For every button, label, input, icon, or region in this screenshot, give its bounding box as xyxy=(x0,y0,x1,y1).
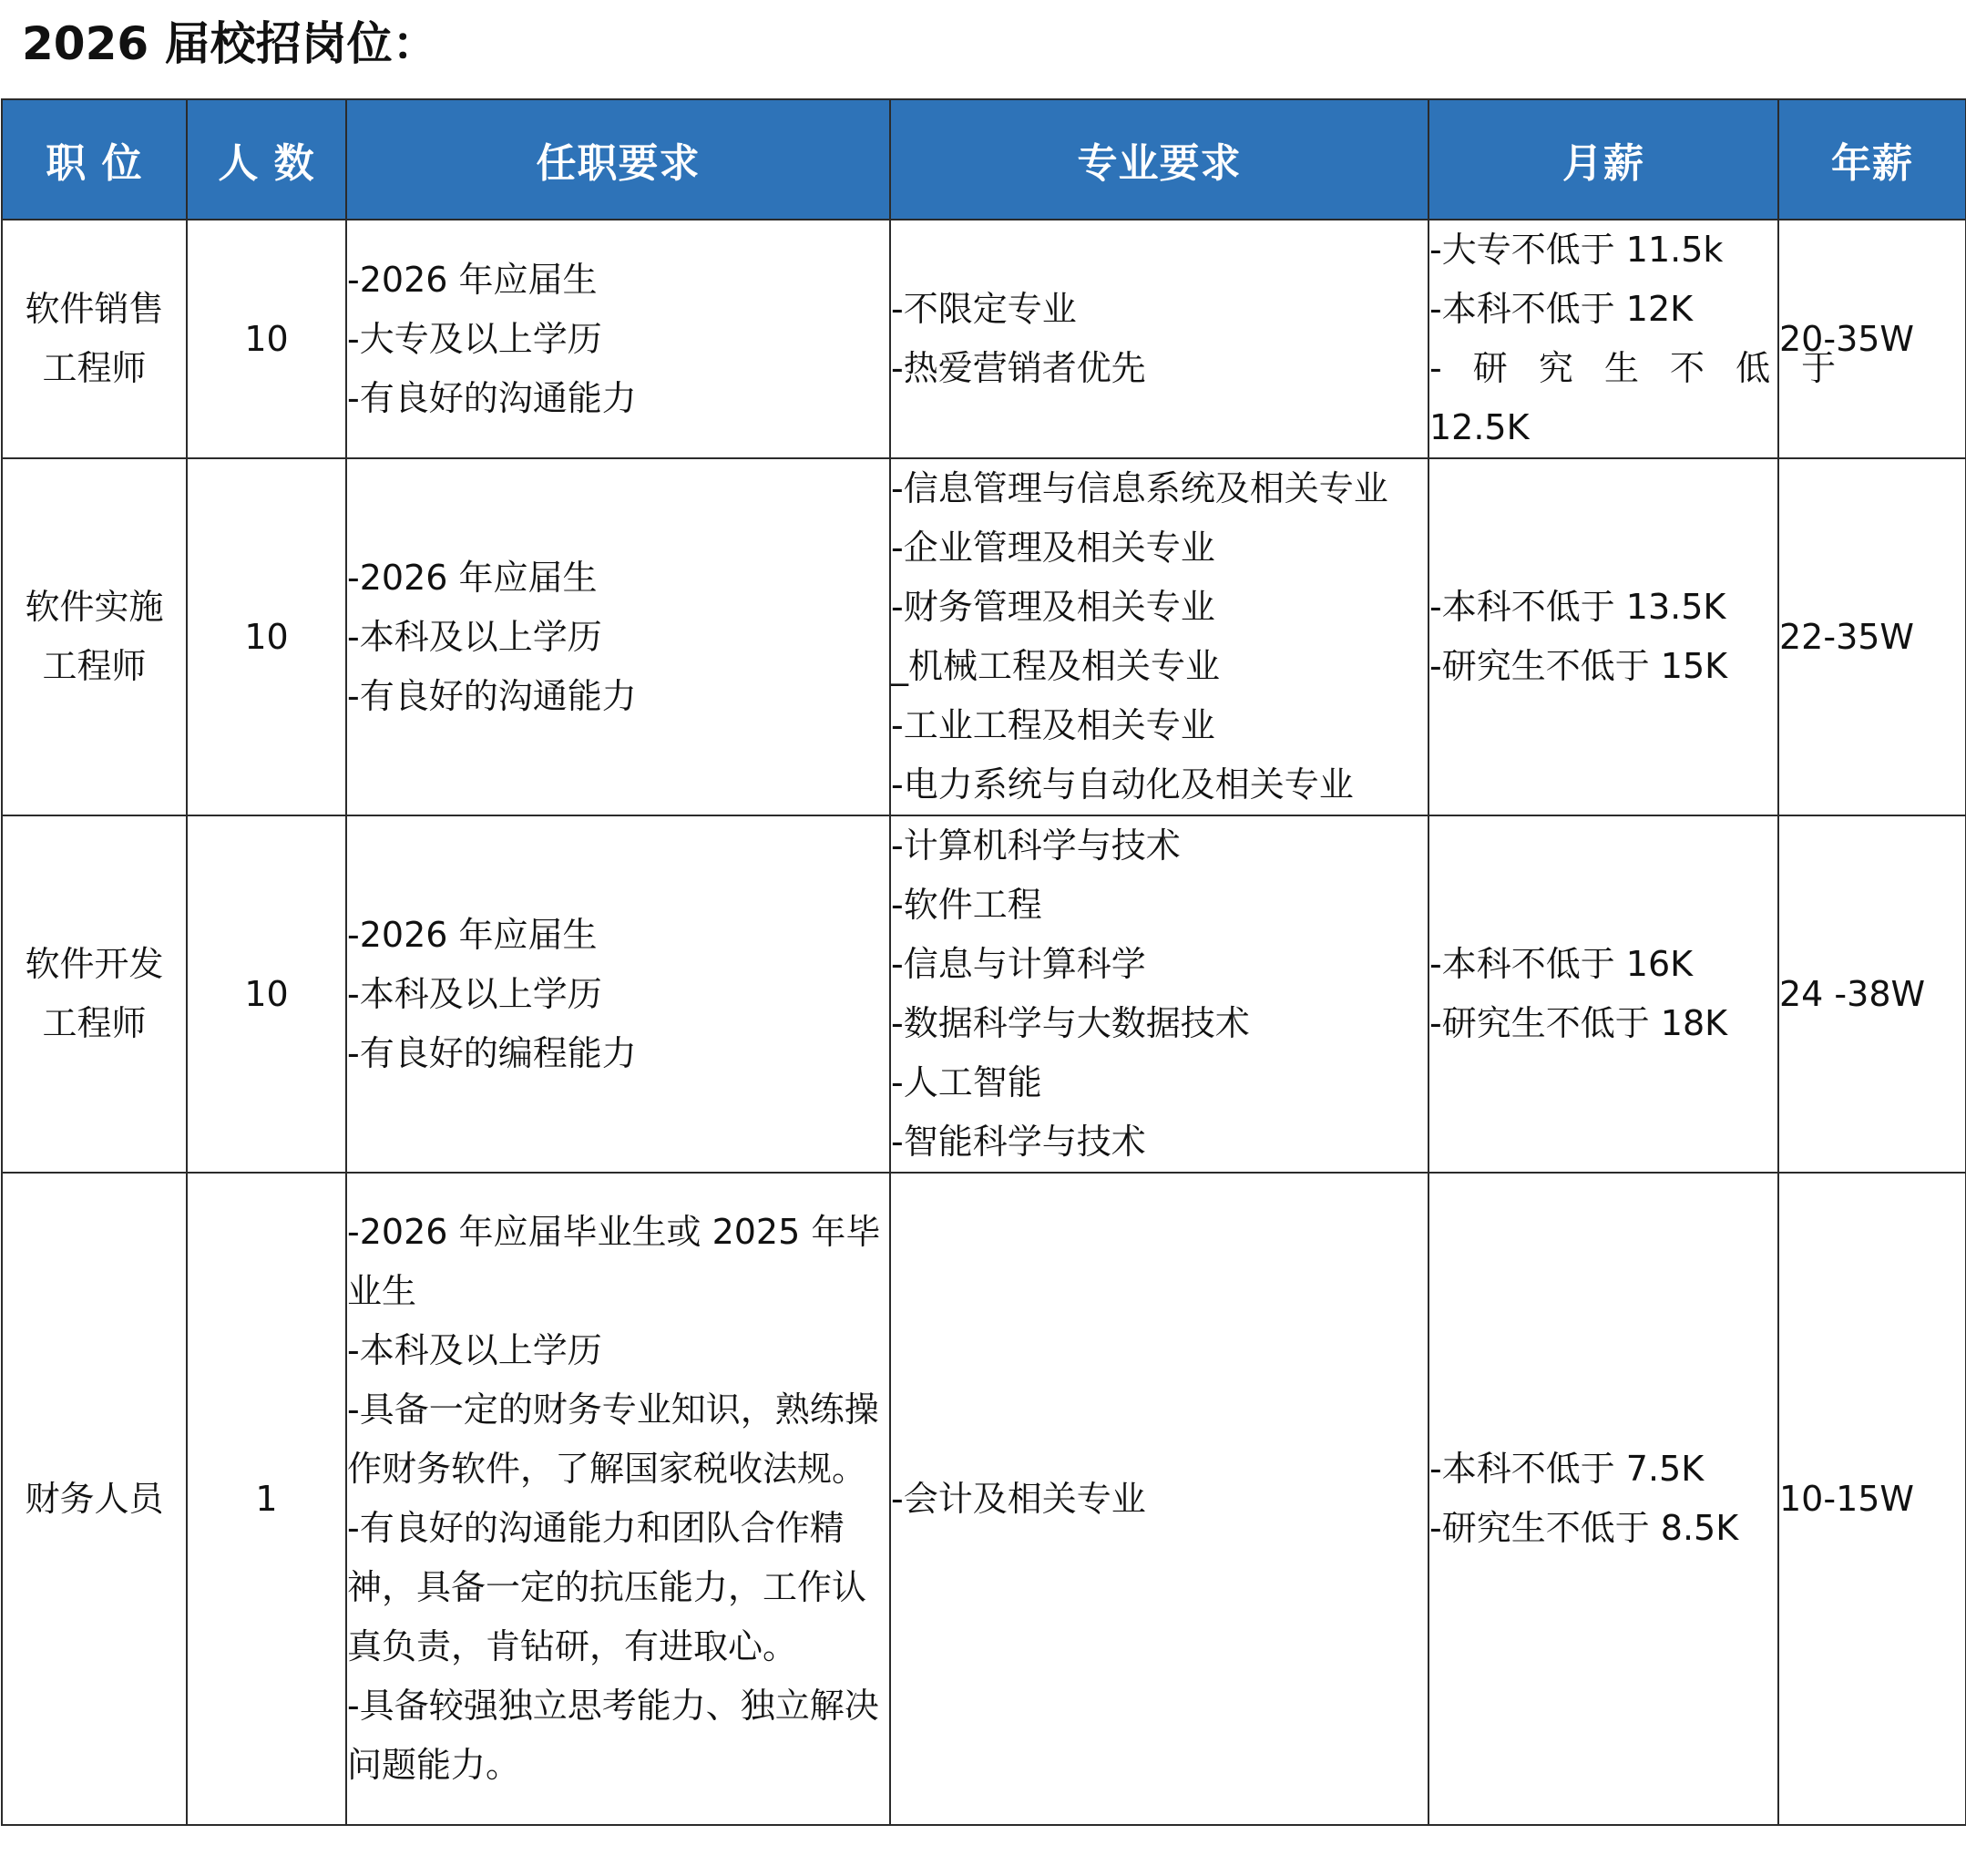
annual-salary-cell: 10-15W xyxy=(1778,1173,1966,1825)
count-cell: 10 xyxy=(187,815,346,1173)
major-line: -信息与计算科学 xyxy=(891,944,1146,984)
salary-line: -本科不低于 7.5K xyxy=(1429,1449,1705,1489)
position-line: 工程师 xyxy=(42,1003,147,1043)
major-line: -工业工程及相关专业 xyxy=(891,705,1215,745)
majors-cell xyxy=(890,815,1428,1173)
monthly-salary-cell xyxy=(1428,815,1778,1173)
major-line: -财务管理及相关专业 xyxy=(891,587,1215,627)
annual-salary-cell: 22-35W xyxy=(1778,458,1966,815)
salary-line: - 研 究 生 不 低 于 xyxy=(1429,348,1840,388)
major-line: -计算机科学与技术 xyxy=(891,825,1181,866)
header-position: 职 位 xyxy=(2,99,187,220)
position-line: 工程师 xyxy=(42,646,147,686)
major-line: -软件工程 xyxy=(891,885,1042,925)
requirement-line: -2026 年应届毕业生或 2025 年毕业生 xyxy=(347,1212,881,1311)
majors-cell xyxy=(890,1173,1428,1825)
count-cell: 1 xyxy=(187,1173,346,1825)
position-line: 软件销售 xyxy=(25,289,164,329)
job-table xyxy=(1,98,1966,1826)
salary-line: -本科不低于 16K xyxy=(1429,944,1694,984)
requirement-line: -大专及以上学历 xyxy=(347,318,602,359)
salary-line: -本科不低于 12K xyxy=(1429,289,1694,329)
salary-line: 12.5K xyxy=(1429,407,1530,447)
major-line: -会计及相关专业 xyxy=(891,1478,1146,1519)
requirement-line: -2026 年应届生 xyxy=(347,259,598,300)
header-annual-salary: 年薪 xyxy=(1778,99,1966,220)
requirements-cell xyxy=(346,1173,890,1825)
major-line: -热爱营销者优先 xyxy=(891,348,1146,388)
monthly-salary-cell xyxy=(1428,220,1840,458)
header-majors: 专业要求 xyxy=(890,99,1428,220)
header-monthly-salary: 月薪 xyxy=(1428,99,1778,220)
position-line: 软件开发 xyxy=(25,944,164,984)
requirement-line: -有良好的编程能力 xyxy=(347,1032,637,1073)
table-header-row xyxy=(2,99,1966,220)
page-title: 2026 届校招岗位： xyxy=(22,17,438,70)
requirement-line: -具备一定的财务专业知识，熟练操作财务软件，了解国家税收法规。 xyxy=(347,1389,879,1489)
major-line: -电力系统与自动化及相关专业 xyxy=(891,764,1354,805)
major-line: -智能科学与技术 xyxy=(891,1122,1146,1162)
requirement-line: -本科及以上学历 xyxy=(347,1330,602,1370)
major-line: _机械工程及相关专业 xyxy=(891,646,1221,686)
annual-salary-cell: 24 -38W xyxy=(1778,815,1966,1173)
requirement-line: -有良好的沟通能力 xyxy=(347,377,637,418)
majors-cell xyxy=(890,458,1428,815)
count-cell: 10 xyxy=(187,458,346,815)
position-line: 财务人员 xyxy=(25,1478,164,1519)
requirement-line: -具备较强独立思考能力、独立解决问题能力。 xyxy=(347,1686,879,1785)
monthly-salary-cell xyxy=(1428,1173,1778,1825)
header-requirements: 任职要求 xyxy=(346,99,890,220)
requirements-cell xyxy=(346,220,890,458)
major-line: -数据科学与大数据技术 xyxy=(891,1003,1250,1043)
position-cell xyxy=(2,815,187,1173)
requirement-line: -有良好的沟通能力 xyxy=(347,675,637,716)
majors-cell xyxy=(890,220,1428,458)
table-row xyxy=(2,458,1966,815)
count-cell: 10 xyxy=(187,220,346,458)
position-line: 软件实施 xyxy=(25,587,164,627)
major-line: -企业管理及相关专业 xyxy=(891,528,1215,568)
salary-line: -本科不低于 13.5K xyxy=(1429,587,1726,627)
header-count: 人 数 xyxy=(187,99,346,220)
major-line: -不限定专业 xyxy=(891,289,1077,329)
salary-line: -研究生不低于 18K xyxy=(1429,1003,1728,1043)
salary-line: -研究生不低于 15K xyxy=(1429,646,1728,686)
salary-line: -大专不低于 11.5k xyxy=(1429,230,1724,270)
position-cell xyxy=(2,458,187,815)
requirement-line: -本科及以上学历 xyxy=(347,973,602,1014)
requirements-cell xyxy=(346,458,890,815)
position-cell xyxy=(2,220,187,458)
monthly-salary-cell xyxy=(1428,458,1778,815)
table-row xyxy=(2,220,1966,458)
annual-salary-cell: 20-35W xyxy=(1778,220,1966,458)
position-line: 工程师 xyxy=(42,348,147,388)
requirement-line: -2026 年应届生 xyxy=(347,557,598,598)
requirement-line: -有良好的沟通能力和团队合作精神，具备一定的抗压能力，工作认真负责，肯钻研，有进取心。 xyxy=(347,1508,867,1666)
requirement-line: -本科及以上学历 xyxy=(347,616,602,657)
major-line: -信息管理与信息系统及相关专业 xyxy=(891,468,1388,508)
requirement-line: -2026 年应届生 xyxy=(347,914,598,955)
position-cell xyxy=(2,1173,187,1825)
major-line: -人工智能 xyxy=(891,1062,1042,1102)
requirements-cell xyxy=(346,815,890,1173)
salary-line: -研究生不低于 8.5K xyxy=(1429,1508,1739,1548)
table-row xyxy=(2,815,1966,1173)
table-row xyxy=(2,1173,1966,1825)
